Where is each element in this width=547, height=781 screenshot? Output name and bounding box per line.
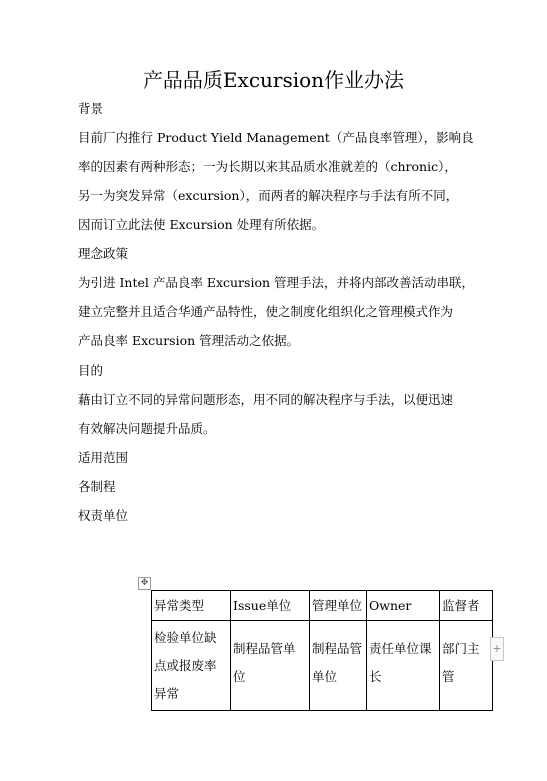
table-cell[interactable] [310,621,367,711]
cell-line: 长 [369,669,382,684]
paragraph-line: 率的因素有两种形态；一为长期以来其品质水准就差的（chronic）， [78,159,457,174]
heading-background: 背景 [78,101,104,116]
paragraph-line: 为引进 Intel 产品良率 Excursion 管理手法，并将内部改善活动串联， [78,275,474,290]
cell-line: 制程品管 [312,641,363,656]
table-header-row [152,591,493,621]
paragraph-line: 目前厂内推行 Product Yield Management（产品良率管理），影响良 [78,130,474,145]
paragraph-line: 建立完整并且适合华通产品特性，使之制度化组织化之管理模式作为 [78,304,454,319]
cell-line: 位 [233,669,246,684]
table-header-cell[interactable]: Owner [367,591,440,621]
paragraph-line: 因而订立此法使 Excursion 处理有所依据。 [78,217,325,232]
paragraph-line: 另一为突发异常（excursion），而两者的解决程序与手法有所不同， [78,188,459,203]
responsibility-table [151,590,493,711]
paragraph-line: 有效解决问题提升品质。 [78,421,216,436]
cell-line: 责任单位课 [369,641,432,656]
table-cell[interactable] [440,621,493,711]
cell-line: 点或报废率 [154,658,217,673]
table-header-cell[interactable]: Issue单位 [231,591,310,621]
cell-line: 单位 [312,669,338,684]
heading-policy: 理念政策 [78,246,129,261]
cell-line: 管 [442,669,455,684]
table-cell[interactable] [367,621,440,711]
table-cell[interactable] [231,621,310,711]
table-header-cell[interactable]: 异常类型 [152,591,231,621]
table-header-cell[interactable]: 监督者 [440,591,493,621]
paragraph-line: 各制程 [78,479,116,494]
cell-line: 部门主 [442,641,480,656]
cell-line: 异常 [154,686,180,701]
table-cell[interactable] [152,621,231,711]
document-title: 产品品质Excursion作业办法 [142,68,405,92]
cell-line: 制程品管单 [233,641,296,656]
table-move-icon[interactable]: ✥ [138,577,151,590]
add-column-plus-icon[interactable]: + [490,637,504,661]
heading-scope: 适用范围 [78,450,129,465]
table-row [152,621,493,711]
heading-purpose: 目的 [78,363,104,378]
cell-line: 检验单位缺 [154,630,217,645]
heading-responsibility: 权责单位 [78,508,129,523]
table-header-cell[interactable]: 管理单位 [310,591,367,621]
paragraph-line: 藉由订立不同的异常问题形态，用不同的解决程序与手法，以便迅速 [78,392,454,407]
paragraph-line: 产品良率 Excursion 管理活动之依据。 [78,333,300,348]
